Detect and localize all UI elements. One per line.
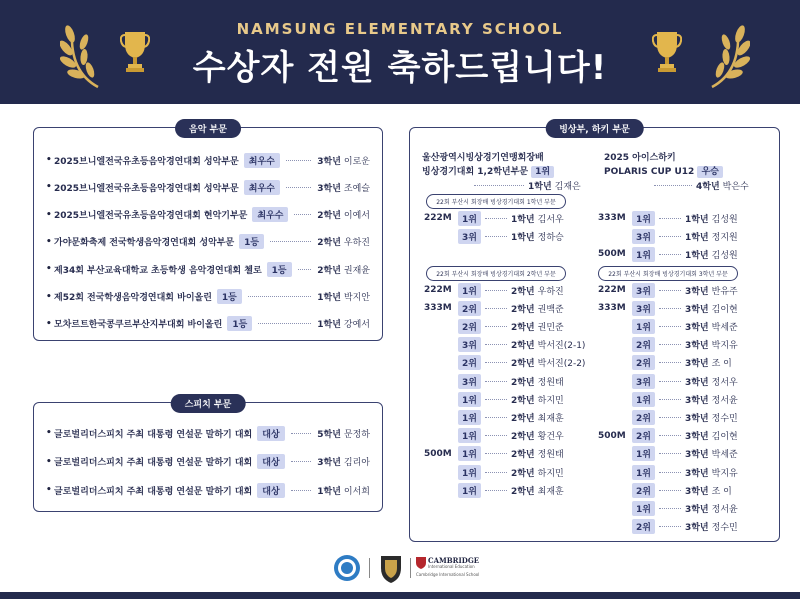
leader-dots [485,326,507,327]
award-row [46,261,370,277]
winner-name: 정원태 [537,377,564,388]
winner-grade: 3학년 [684,377,709,388]
race-result [424,464,564,480]
leader-dots [485,236,507,237]
leader-dots [258,323,311,324]
winner-grade: 2학년 [317,265,341,276]
leader-dots [485,417,507,418]
leader-dots [485,453,507,454]
page-header [0,0,800,104]
award-row [46,289,370,305]
winner-name: 박지유 [711,341,738,352]
award-title: 2025브니엘전국유초등음악경연대회 성악부문 [54,156,239,167]
winner-grade: 2학년 [510,468,535,479]
leader-dots [485,381,507,382]
winner-name: 권민준 [537,322,564,333]
award-title: 모차르트한국콩쿠르부산지부대회 바이올린 [54,320,223,331]
leader-dots [291,433,312,434]
leader-dots [485,290,507,291]
winner-name: 김성원 [711,214,738,225]
leader-dots [654,185,692,186]
winner-grade: 2학년 [510,486,535,497]
race-result [598,228,738,244]
winner-name: 정서윤 [711,395,738,406]
winner-grade: 3학년 [317,156,341,167]
award-row [46,152,370,168]
award-row [46,316,370,332]
winner-name: 권백준 [537,304,564,315]
leader-dots [659,308,681,309]
bullet: • [46,182,52,193]
race-event: 500M [424,448,452,459]
leader-dots [485,218,507,219]
rank-badge: 2위 [632,355,655,370]
award-title: 글로벌리더스피치 주최 대통령 연설문 말하기 대회 [54,486,253,497]
bullet: • [46,264,52,275]
race-result [424,409,564,425]
winner-grade: 3학년 [317,458,341,468]
race-result [424,373,564,389]
race-result [598,355,732,371]
ulsan-award-line2: 빙상경기대회 1,2학년부문 1위 [422,165,554,179]
bullet: • [46,155,52,165]
rank-badge: 1위 [632,211,655,226]
leader-dots [286,187,311,188]
ulsan-winner: 1학년 김재은 [470,177,581,193]
winner-grade: 3학년 [684,432,709,443]
winner-grade: 3학년 [684,395,709,406]
logo-divider [369,558,370,578]
speech-section-title: 스피치 부문 [171,394,246,413]
rank-badge: 2위 [632,483,655,498]
race-event: 222M [424,285,452,295]
winner-grade: 1학년 [317,486,341,497]
ulsan-award [422,151,554,179]
winner-grade: 2학년 [510,413,535,424]
winner-grade: 2학년 [510,432,535,443]
rank-badge: 1위 [632,465,655,480]
winner-grade: 2학년 [510,359,535,370]
rank-badge: 1위 [632,319,655,334]
winner-grade: 2학년 [510,322,535,333]
leader-dots [659,453,681,454]
award-title: 가야문화축제 전국학생음악경연대회 성악부문 [54,238,235,249]
rank-badge: 3위 [632,301,655,316]
winner-name: 최재훈 [537,413,564,424]
award-title: 제34회 부산교육대학교 초등학생 음악경연대회 첼로 [54,265,262,276]
winner-name: 문정하 [343,429,370,440]
award-row [46,454,370,470]
race-result [424,482,564,498]
winner-grade: 3학년 [684,322,709,333]
winner-grade: 3학년 [684,413,709,424]
rank-badge: 1위 [458,211,481,226]
bullet: • [46,236,52,247]
winner-grade: 3학년 [317,183,341,194]
rank-badge: 2위 [632,410,655,425]
leader-dots [659,399,681,400]
bullet: • [46,318,52,329]
leader-dots [485,490,507,491]
winner-name: 우하진 [537,286,564,297]
winner-grade: 1학년 [510,232,535,243]
rank-badge: 3위 [632,229,655,244]
rank-badge: 1위 [458,446,481,461]
winner-name: 이서희 [343,486,370,497]
winner-name: 조예슬 [343,183,370,194]
bullet: • [46,456,52,467]
rank-badge: 2위 [632,428,655,443]
winner-grade: 2학년 [317,211,341,222]
award-row [46,425,370,441]
music-section [33,127,383,341]
leader-dots [270,241,311,242]
prize-badge: 대상 [257,454,284,469]
winner-grade: 3학년 [684,523,709,534]
winner-name: 김성원 [711,250,738,261]
rank-badge: 1위 [632,247,655,262]
ice-section [409,127,780,542]
ib-logo-icon [333,554,361,582]
rank-badge: 3위 [458,229,481,244]
rank-badge: 1위 [458,483,481,498]
prize-badge: 대상 [257,483,284,498]
prize-badge: 1등 [267,262,292,277]
winner-name: 박세준 [711,450,738,461]
leader-dots [485,308,507,309]
race-result [598,282,738,298]
leader-dots [659,344,681,345]
race-result [424,337,585,353]
leader-dots [659,490,681,491]
winner-grade: 2학년 [510,377,535,388]
ulsan-award-line1: 울산광역시빙상경기연맹회장배 [422,153,544,163]
race-event: 333M [598,303,626,314]
winner-grade: 2학년 [510,341,535,352]
winner-grade: 3학년 [684,359,709,370]
winner-grade: 5학년 [317,429,341,440]
speech-section [33,402,383,512]
cambridge-shield-icon [416,557,426,569]
winner-name: 정하승 [537,232,564,243]
winner-name: 김리아 [343,458,370,468]
leader-dots [659,526,681,527]
leader-dots [485,344,507,345]
race-result [424,282,564,298]
leader-dots [291,490,312,491]
music-section-title: 음악 부문 [175,119,241,138]
winner-name: 김이현 [711,304,738,315]
winner-name: 정수민 [711,413,738,424]
winner-name: 이로운 [343,156,370,167]
winner-grade: 2학년 [510,304,535,315]
race-result [424,300,564,316]
race-result [598,482,732,498]
winner-grade: 3학년 [684,286,709,297]
leader-dots [485,362,507,363]
award-row [46,234,370,250]
leader-dots [294,214,311,215]
leader-dots [485,435,507,436]
winner-name: 조 이 [711,486,732,497]
winner-grade: 3학년 [684,304,709,315]
ice-section-title: 빙상부, 하키 부문 [545,119,644,138]
winner-name: 반유주 [711,286,738,297]
race-result [598,409,738,425]
leader-dots [286,160,311,161]
winner-grade: 1학년 [684,214,709,225]
leader-dots [291,461,312,462]
race-result [598,373,738,389]
winner-name: 정서우 [711,377,738,388]
leader-dots [485,472,507,473]
leader-dots [659,472,681,473]
school-crest-icon [378,552,404,584]
cambridge-sub: International Education [428,564,475,569]
race-result [424,428,564,444]
race-result [424,318,564,334]
race-result [424,210,564,226]
prize-badge: 1등 [227,316,252,331]
winner-grade: 1학년 [510,214,535,225]
rank-badge: 3위 [458,337,481,352]
winner-name: 박지유 [711,468,738,479]
rank-badge: 1위 [458,283,481,298]
rank-badge: 1위 [632,392,655,407]
winner-name: 정원태 [537,450,564,461]
winner-grade: 3학년 [684,486,709,497]
race-result [598,337,738,353]
winner-grade: 2학년 [317,238,341,249]
race-event: 500M [598,430,626,441]
race-result [424,391,564,407]
rank-badge: 3위 [632,374,655,389]
prize-badge: 1등 [239,234,264,249]
winner-name: 김서우 [537,214,564,225]
logo-divider [410,558,411,578]
polaris-award [604,151,723,179]
award-row [46,207,370,223]
winner-name: 최재훈 [537,486,564,497]
school-name: NAMSUNG ELEMENTARY SCHOOL [236,20,564,38]
prize-badge: 대상 [257,426,284,441]
award-title: 2025브니엘전국유초등음악경연대회 현악기부문 [54,211,248,222]
race-result [598,464,738,480]
award-row [46,179,370,195]
winner-name: 하지민 [537,468,564,479]
prize-badge: 최우수 [244,180,280,195]
subheading-grade1: 22회 부산시 회장배 빙상경기대회 1학년 부문 [426,194,566,209]
winner-name: 황건우 [537,432,564,443]
leader-dots [659,435,681,436]
race-result [598,210,738,226]
winner-grade: 1학년 [684,232,709,243]
winner-name: 정수민 [711,523,738,534]
rank-badge: 3위 [632,283,655,298]
rank-badge: 1위 [458,410,481,425]
rank-badge: 2위 [458,301,481,316]
race-result [598,428,738,444]
prize-badge: 최우수 [252,207,288,222]
rank-badge: 2위 [632,519,655,534]
race-event: 333M [424,303,452,314]
award-row [46,482,370,498]
leader-dots [659,326,681,327]
winner-name: 강예서 [343,320,370,331]
logo-strip [0,552,800,584]
winner-name: 이예서 [343,211,370,222]
rank-badge: 3위 [458,374,481,389]
race-result [598,500,738,516]
race-event: 222M [598,285,626,295]
winner-name: 박서진(2-2) [537,359,586,370]
winner-grade: 3학년 [684,341,709,352]
polaris-award-line1: 2025 아이스하키 [604,153,676,163]
leader-dots [659,362,681,363]
winner-name: 박서진(2-1) [537,341,586,352]
winner-name: 정서윤 [711,504,738,515]
winner-name: 김이현 [711,432,738,443]
rank-badge: 1위 [458,465,481,480]
race-result [598,300,738,316]
bullet: • [46,485,52,495]
award-title: 글로벌리더스피치 주최 대통령 연설문 말하기 대회 [54,429,253,440]
award-title: 글로벌리더스피치 주최 대통령 연설문 말하기 대회 [54,458,253,468]
winner-name: 박지안 [343,293,370,303]
leader-dots [248,296,311,297]
polaris-winner: 4학년 박은수 [650,177,749,193]
race-event: 500M [598,249,626,259]
race-event: 222M [424,213,452,223]
winner-grade: 2학년 [510,286,535,297]
bullet: • [46,291,52,302]
award-title: 2025브니엘전국유초등음악경연대회 성악부문 [54,183,239,194]
leader-dots [659,417,681,418]
winner-grade: 3학년 [684,450,709,461]
leader-dots [659,290,681,291]
race-result [598,246,738,262]
bullet: • [46,209,52,220]
rank-badge: 1위 [632,446,655,461]
winner-grade: 2학년 [510,450,535,461]
winner-name: 하지민 [537,395,564,406]
trophy-right-icon [652,30,682,74]
race-result [598,446,738,462]
leader-dots [659,236,681,237]
leader-dots [659,254,681,255]
race-result [598,391,738,407]
winner-name: 정지원 [711,232,738,243]
prize-badge: 1등 [217,289,242,304]
race-result [424,446,564,462]
leader-dots [474,185,524,186]
rank-badge: 1위 [458,392,481,407]
subheading-grade2: 22회 부산시 회장배 빙상경기대회 2학년 부문 [426,266,566,281]
polaris-award-line2: POLARIS CUP U12 우승 [604,165,723,179]
rank-badge: 2위 [458,319,481,334]
winner-grade: 1학년 [684,250,709,261]
winner-grade: 3학년 [684,468,709,479]
leader-dots [659,381,681,382]
leader-dots [298,269,312,270]
race-result [598,519,738,535]
race-event: 333M [598,213,626,223]
award-title: 제52회 전국학생음악경연대회 바이올린 [54,293,212,303]
laurel-right-icon [690,12,750,92]
rank-badge: 1위 [458,428,481,443]
winner-name: 권재윤 [343,265,370,276]
winner-grade: 3학년 [684,504,709,515]
subheading-grade3: 22회 부산시 회장배 빙상경기대회 3학년 부문 [598,266,738,281]
winner-name: 우하진 [343,238,370,249]
leader-dots [485,399,507,400]
ulsan-rank-badge: 1위 [531,166,554,178]
winner-name: 조 이 [711,359,732,370]
page-footer [0,592,800,599]
winner-grade: 1학년 [317,293,341,303]
rank-badge: 1위 [632,501,655,516]
bullet: • [46,428,52,438]
cambridge-school: Cambridge International School [416,572,480,577]
winner-name: 박세준 [711,322,738,333]
winner-grade: 1학년 [317,320,341,331]
cambridge-name: CAMBRIDGE [428,556,480,565]
race-result [424,355,585,371]
polaris-rank-badge: 우승 [697,166,722,178]
winner-grade: 2학년 [510,395,535,406]
prize-badge: 최우수 [244,153,280,168]
leader-dots [659,508,681,509]
rank-badge: 2위 [632,337,655,352]
page-title: 수상자 전원 축하드립니다! [192,48,608,88]
rank-badge: 2위 [458,355,481,370]
leader-dots [659,218,681,219]
race-result [598,318,738,334]
race-result [424,228,564,244]
